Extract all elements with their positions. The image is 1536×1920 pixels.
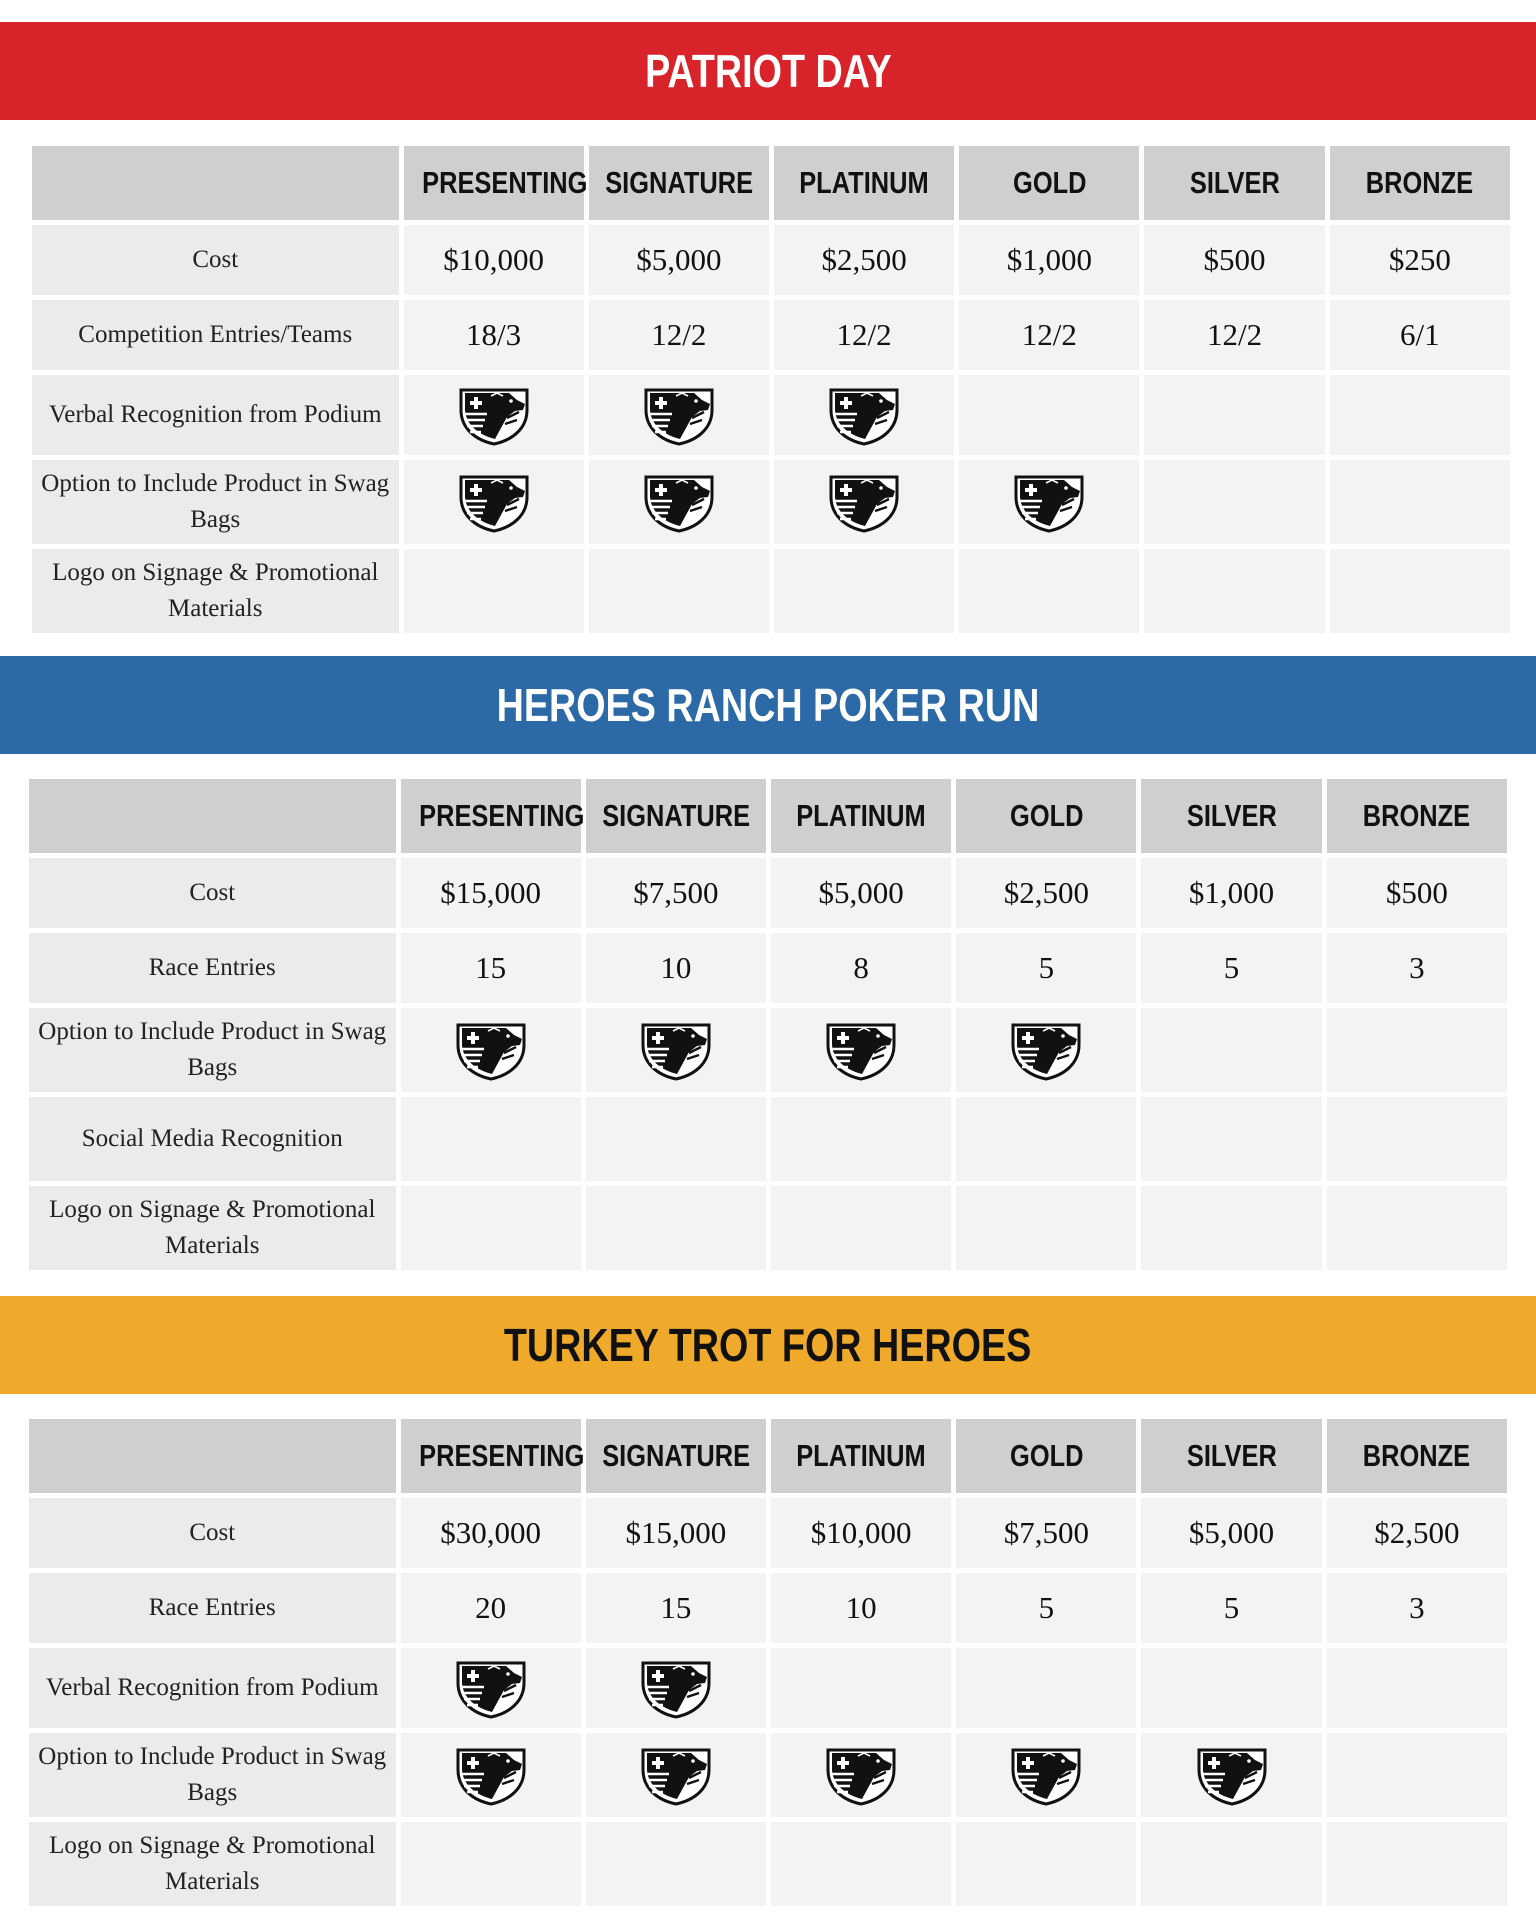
- bear-shield-logo-icon: [457, 384, 531, 446]
- row-label: Race Entries: [29, 933, 396, 1003]
- tier-presenting: PRESENTING: [401, 1419, 581, 1493]
- tier-silver: SILVER: [1141, 1419, 1321, 1493]
- included-cell: [586, 1733, 766, 1817]
- cell-value: 10: [771, 1573, 951, 1643]
- section-title: HEROES RANCH POKER RUN: [496, 679, 1040, 731]
- row-label: Logo on Signage & Promotional Materials: [32, 549, 399, 633]
- cell-value: 3: [1327, 933, 1507, 1003]
- row-label: Verbal Recognition from Podium: [29, 1648, 396, 1728]
- cell-value: $5,000: [1141, 1498, 1321, 1568]
- empty-cell: [1141, 1008, 1321, 1092]
- header-corner: [32, 146, 399, 220]
- cell-value: 12/2: [1144, 300, 1324, 370]
- included-cell: [771, 1733, 951, 1817]
- empty-cell: [959, 549, 1139, 633]
- header-corner: [29, 1419, 396, 1493]
- table-row: [29, 1822, 1507, 1906]
- empty-cell: [586, 1097, 766, 1181]
- cell-value: $500: [1327, 858, 1507, 928]
- empty-cell: [1327, 1186, 1507, 1270]
- table-row: [29, 1186, 1507, 1270]
- empty-cell: [771, 1822, 951, 1906]
- bear-shield-logo-icon: [824, 1019, 898, 1081]
- tier-platinum: PLATINUM: [771, 779, 951, 853]
- cell-value: $15,000: [401, 858, 581, 928]
- cell-value: 5: [1141, 1573, 1321, 1643]
- cell-value: $2,500: [956, 858, 1136, 928]
- bear-shield-logo-icon: [639, 1657, 713, 1719]
- cell-value: $10,000: [771, 1498, 951, 1568]
- cell-value: $5,000: [771, 858, 951, 928]
- cell-value: 5: [956, 933, 1136, 1003]
- table-row: [29, 933, 1507, 1003]
- empty-cell: [1327, 1008, 1507, 1092]
- empty-cell: [1327, 1733, 1507, 1817]
- tier-signature: SIGNATURE: [586, 1419, 766, 1493]
- empty-cell: [401, 1097, 581, 1181]
- included-cell: [956, 1008, 1136, 1092]
- bear-shield-logo-icon: [457, 471, 531, 533]
- empty-cell: [1144, 375, 1324, 455]
- table-row: [29, 1733, 1507, 1817]
- tier-presenting: PRESENTING: [404, 146, 584, 220]
- table-row: [29, 1498, 1507, 1568]
- row-label: Option to Include Product in Swag Bags: [32, 460, 399, 544]
- sponsorship-table-heroes-ranch-poker-run: [24, 774, 1512, 1275]
- empty-cell: [956, 1822, 1136, 1906]
- row-label: Logo on Signage & Promotional Materials: [29, 1822, 396, 1906]
- header-corner: [29, 779, 396, 853]
- empty-cell: [771, 1648, 951, 1728]
- tier-bronze: BRONZE: [1327, 1419, 1507, 1493]
- tier-presenting: PRESENTING: [401, 779, 581, 853]
- bear-shield-logo-icon: [827, 384, 901, 446]
- tier-header-row: [29, 779, 1507, 853]
- section-title: PATRIOT DAY: [644, 45, 892, 97]
- empty-cell: [1327, 1648, 1507, 1728]
- empty-cell: [1330, 460, 1510, 544]
- cell-value: 5: [1141, 933, 1321, 1003]
- empty-cell: [401, 1186, 581, 1270]
- cell-value: 12/2: [774, 300, 954, 370]
- table-row: [32, 225, 1510, 295]
- row-label: Cost: [29, 1498, 396, 1568]
- bear-shield-logo-icon: [824, 1744, 898, 1806]
- cell-value: $30,000: [401, 1498, 581, 1568]
- tier-silver: SILVER: [1141, 779, 1321, 853]
- table-row: [32, 460, 1510, 544]
- empty-cell: [404, 549, 584, 633]
- empty-cell: [1141, 1097, 1321, 1181]
- section-banner-turkey-trot-for-heroes: [0, 1296, 1536, 1394]
- cell-value: 18/3: [404, 300, 584, 370]
- table-row: [29, 1097, 1507, 1181]
- included-cell: [774, 460, 954, 544]
- included-cell: [404, 375, 584, 455]
- row-label: Competition Entries/Teams: [32, 300, 399, 370]
- section-title: TURKEY TROT FOR HEROES: [504, 1319, 1032, 1371]
- empty-cell: [771, 1097, 951, 1181]
- table-row: [32, 375, 1510, 455]
- included-cell: [956, 1733, 1136, 1817]
- empty-cell: [771, 1186, 951, 1270]
- tier-header-row: [32, 146, 1510, 220]
- cell-value: 3: [1327, 1573, 1507, 1643]
- row-label: Race Entries: [29, 1573, 396, 1643]
- empty-cell: [956, 1648, 1136, 1728]
- cell-value: $7,500: [586, 858, 766, 928]
- row-label: Social Media Recognition: [29, 1097, 396, 1181]
- bear-shield-logo-icon: [639, 1744, 713, 1806]
- included-cell: [586, 1008, 766, 1092]
- included-cell: [401, 1008, 581, 1092]
- included-cell: [401, 1733, 581, 1817]
- empty-cell: [1330, 375, 1510, 455]
- cell-value: 15: [586, 1573, 766, 1643]
- empty-cell: [1327, 1097, 1507, 1181]
- row-label: Verbal Recognition from Podium: [32, 375, 399, 455]
- row-label: Option to Include Product in Swag Bags: [29, 1733, 396, 1817]
- bear-shield-logo-icon: [454, 1019, 528, 1081]
- section-banner-heroes-ranch-poker-run: [0, 656, 1536, 754]
- empty-cell: [1330, 549, 1510, 633]
- cell-value: $2,500: [1327, 1498, 1507, 1568]
- empty-cell: [1144, 460, 1324, 544]
- bear-shield-logo-icon: [454, 1657, 528, 1719]
- empty-cell: [1141, 1822, 1321, 1906]
- cell-value: 10: [586, 933, 766, 1003]
- table-row: [32, 300, 1510, 370]
- empty-cell: [774, 549, 954, 633]
- cell-value: $10,000: [404, 225, 584, 295]
- bear-shield-logo-icon: [642, 384, 716, 446]
- bear-shield-logo-icon: [454, 1744, 528, 1806]
- sponsorship-table-turkey-trot-for-heroes: [24, 1414, 1512, 1911]
- tier-gold: GOLD: [956, 1419, 1136, 1493]
- bear-shield-logo-icon: [1009, 1019, 1083, 1081]
- sponsorship-table-patriot-day: [27, 141, 1515, 638]
- tier-bronze: BRONZE: [1330, 146, 1510, 220]
- cell-value: 20: [401, 1573, 581, 1643]
- empty-cell: [959, 375, 1139, 455]
- table-row: [29, 1573, 1507, 1643]
- tier-signature: SIGNATURE: [589, 146, 769, 220]
- cell-value: $1,000: [1141, 858, 1321, 928]
- bear-shield-logo-icon: [827, 471, 901, 533]
- cell-value: $1,000: [959, 225, 1139, 295]
- row-label: Cost: [29, 858, 396, 928]
- empty-cell: [1327, 1822, 1507, 1906]
- included-cell: [589, 375, 769, 455]
- empty-cell: [586, 1822, 766, 1906]
- included-cell: [586, 1648, 766, 1728]
- empty-cell: [401, 1822, 581, 1906]
- tier-signature: SIGNATURE: [586, 779, 766, 853]
- cell-value: 5: [956, 1573, 1136, 1643]
- empty-cell: [589, 549, 769, 633]
- bear-shield-logo-icon: [639, 1019, 713, 1081]
- row-label: Option to Include Product in Swag Bags: [29, 1008, 396, 1092]
- empty-cell: [1141, 1648, 1321, 1728]
- empty-cell: [956, 1186, 1136, 1270]
- cell-value: 12/2: [589, 300, 769, 370]
- cell-value: $7,500: [956, 1498, 1136, 1568]
- cell-value: $2,500: [774, 225, 954, 295]
- tier-gold: GOLD: [959, 146, 1139, 220]
- included-cell: [589, 460, 769, 544]
- bear-shield-logo-icon: [1009, 1744, 1083, 1806]
- table-row: [29, 1008, 1507, 1092]
- tier-gold: GOLD: [956, 779, 1136, 853]
- included-cell: [404, 460, 584, 544]
- row-label: Cost: [32, 225, 399, 295]
- cell-value: 8: [771, 933, 951, 1003]
- cell-value: $15,000: [586, 1498, 766, 1568]
- included-cell: [771, 1008, 951, 1092]
- cell-value: 12/2: [959, 300, 1139, 370]
- tier-header-row: [29, 1419, 1507, 1493]
- cell-value: 6/1: [1330, 300, 1510, 370]
- cell-value: 15: [401, 933, 581, 1003]
- empty-cell: [956, 1097, 1136, 1181]
- tier-silver: SILVER: [1144, 146, 1324, 220]
- bear-shield-logo-icon: [1195, 1744, 1269, 1806]
- empty-cell: [1144, 549, 1324, 633]
- tier-bronze: BRONZE: [1327, 779, 1507, 853]
- row-label: Logo on Signage & Promotional Materials: [29, 1186, 396, 1270]
- cell-value: $500: [1144, 225, 1324, 295]
- tier-platinum: PLATINUM: [771, 1419, 951, 1493]
- bear-shield-logo-icon: [642, 471, 716, 533]
- included-cell: [959, 460, 1139, 544]
- bear-shield-logo-icon: [1012, 471, 1086, 533]
- cell-value: $250: [1330, 225, 1510, 295]
- table-row: [32, 549, 1510, 633]
- cell-value: $5,000: [589, 225, 769, 295]
- table-row: [29, 1648, 1507, 1728]
- included-cell: [1141, 1733, 1321, 1817]
- included-cell: [774, 375, 954, 455]
- included-cell: [401, 1648, 581, 1728]
- empty-cell: [1141, 1186, 1321, 1270]
- section-banner-patriot-day: [0, 22, 1536, 120]
- tier-platinum: PLATINUM: [774, 146, 954, 220]
- empty-cell: [586, 1186, 766, 1270]
- table-row: [29, 858, 1507, 928]
